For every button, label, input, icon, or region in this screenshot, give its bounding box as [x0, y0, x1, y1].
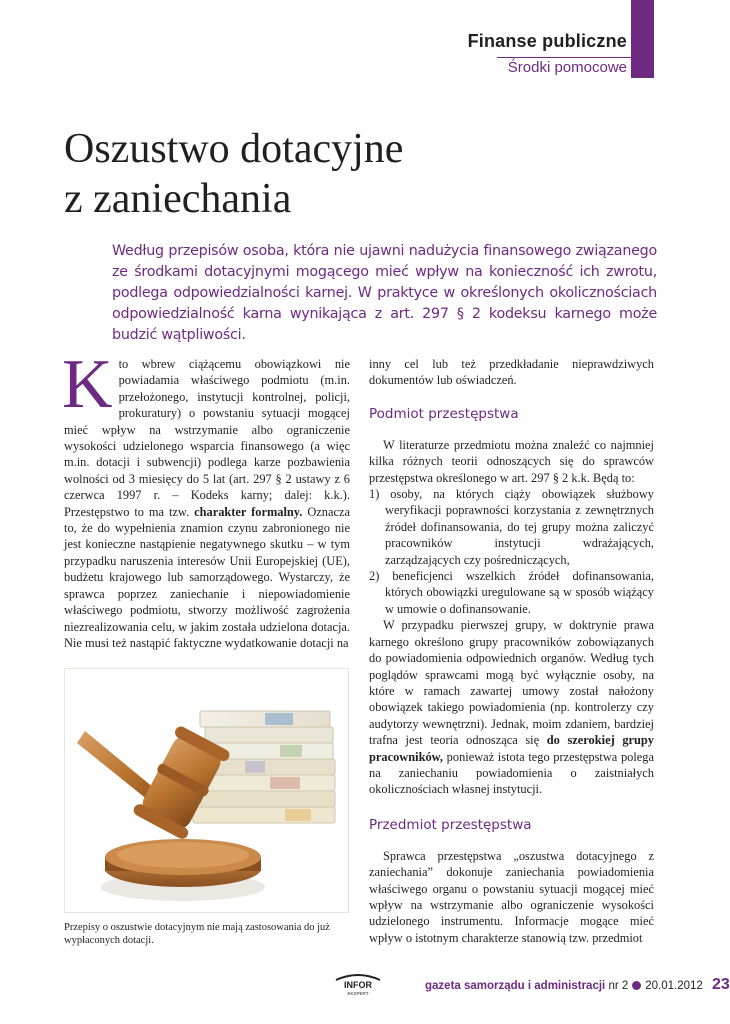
- section-divider: [497, 57, 631, 58]
- logo-subtext: EKSPERT: [347, 991, 369, 996]
- publication-name: gazeta samorządu i administracji: [425, 980, 606, 992]
- article-title-line-2: z zaniechania: [64, 176, 292, 222]
- article-column-2: [369, 356, 654, 946]
- article-column-1: [62, 346, 350, 651]
- page-footer: [425, 976, 730, 994]
- section-subtitle: Środki pomocowe: [507, 59, 627, 76]
- page-number: 23: [712, 976, 730, 993]
- infor-logo: [334, 970, 382, 996]
- issue-number: nr 2: [608, 980, 629, 992]
- list-item: 1) osoby, na których ciąży obowiązek służbowy weryfikacji poprawności korzystania z zewnętrznych źródeł dofinansowania, do tej grupy można zaliczyć pracowników instytucji wdrażających, zarządzających czy pośredniczących,: [369, 487, 654, 567]
- paragraph-text: to wbrew ciążącemu obowiązkowi nie powiadamia właściwego podmiotu (m.in. przełożonego, instytucji kontrolnej, policji, prokuratury) o powstaniu sytuacji mogącej mieć wpływ na wstrzymanie albo ograniczenie wysokości udzielonego wsparcia finansowego (a więc m.in. dotacji i subwencji) podlega karze pozbawienia wolności od 3 miesięcy do 5 lat (art. 297 § 2 ustawy z 6 czerwca 1997 r. – Kodeks karny; dalej: k.k.). Przestępstwo to ma tzw.: [64, 357, 350, 519]
- photo-caption: Przepisy o oszustwie dotacyjnym nie mają zastosowania do już wypłaconych dotacji.: [64, 922, 330, 946]
- gavel-photo-illustration: [65, 669, 350, 914]
- paragraph: Sprawca przestępstwa „oszustwa dotacyjnego z zaniechania” dokonuje zaniechania powiadomienia właściwego organu o powstaniu sytuacji mogącej mieć wpływ na wstrzymanie albo ograniczenie wysokości udzielonego instrumentu. Informacje mogące mieć wpływ o istotnym charakterze stanowią tzw. przedmiot: [369, 848, 654, 945]
- paragraph-continued: inny cel lub też przedkładanie nieprawdziwych dokumentów lub oświadczeń.: [369, 357, 654, 388]
- section-title: Finanse publiczne: [467, 31, 627, 51]
- article-lead: Według przepisów osoba, która nie ujawni nadużycia finansowego związanego ze środkami dotacyjnymi mogącego mieć wpływ na konieczność ich zwrotu, podlega odpowiedzialności karnej. W praktyce w określonych okolicznościach odpowiedzialność karna wynikająca z art. 297 § 2 kodeksu karnego może budzić wątpliwości.: [112, 243, 657, 343]
- section-color-bar: [631, 0, 654, 78]
- subheading-przedmiot: Przedmiot przestępstwa: [369, 816, 532, 833]
- paragraph: W literaturze przedmiotu można znaleźć co najmniej kilka różnych teorii odnoszących się do sprawców przestępstwa określonego w art. 297 § 2 k.k. Będą to:: [369, 437, 654, 485]
- logo-text: INFOR: [344, 980, 372, 990]
- list-item: 2) beneficjenci wszelkich źródeł dofinansowania, których obowiązki uregulowane są w sposób wiążący w umowie o dofinansowanie.: [369, 569, 654, 616]
- paragraph-intro: [62, 346, 350, 651]
- bold-phrase: charakter formalny.: [194, 504, 303, 519]
- drop-cap: K: [62, 346, 113, 423]
- subheading-podmiot: Podmiot przestępstwa: [369, 405, 519, 422]
- article-title: [64, 124, 624, 224]
- infor-logo-icon: [334, 970, 382, 996]
- paragraph-text: W przypadku pierwszej grupy, w doktrynie prawa karnego określono grupy pracowników zobowiązanych do powiadomienia odpowiednich organów. Według tych poglądów sprawcami mogą być wyłącznie osoby, na które w ramach zawartej umowy został nałożony obowiązek takiego powiadomienia (np. kontrolerzy czy audytorzy wewnętrzni). Jednak, moim zdaniem, bardziej trafna jest teoria odnosząca się: [369, 618, 654, 748]
- gavel-and-banknotes-photo: [64, 668, 349, 913]
- issue-date: 20.01.2012: [645, 980, 703, 992]
- paragraph-text: Oznacza to, że do wypełnienia znamion czynu zabronionego nie jest konieczne nastąpienie negatywnego skutku – w tym przypadku naruszenia interesów Unii Europejskiej (UE), budżetu krajowego lub samorządowego. Wystarczy, że sprawca poprzez zaniechanie i niepowiadomienie właściwego podmiotu, stworzy możliwość zagrożenia niezrealizowania celu, w jakim została udzielona dotacja. Nie musi też nastąpić faktyczne wydatkowanie dotacji na: [64, 504, 350, 650]
- paragraph-text: ponieważ istota tego przestępstwa polega na zaniechaniu powiadomienia o zaistniałych okolicznościach własnej instytucji.: [369, 749, 654, 797]
- bold-phrase: do szerokiej grupy pracowników,: [369, 733, 654, 764]
- gavel-block: [101, 839, 265, 901]
- article-title-line-1: Oszustwo dotacyjne: [64, 126, 404, 172]
- paragraph: [369, 617, 654, 797]
- bullet-dot-icon: [632, 981, 641, 990]
